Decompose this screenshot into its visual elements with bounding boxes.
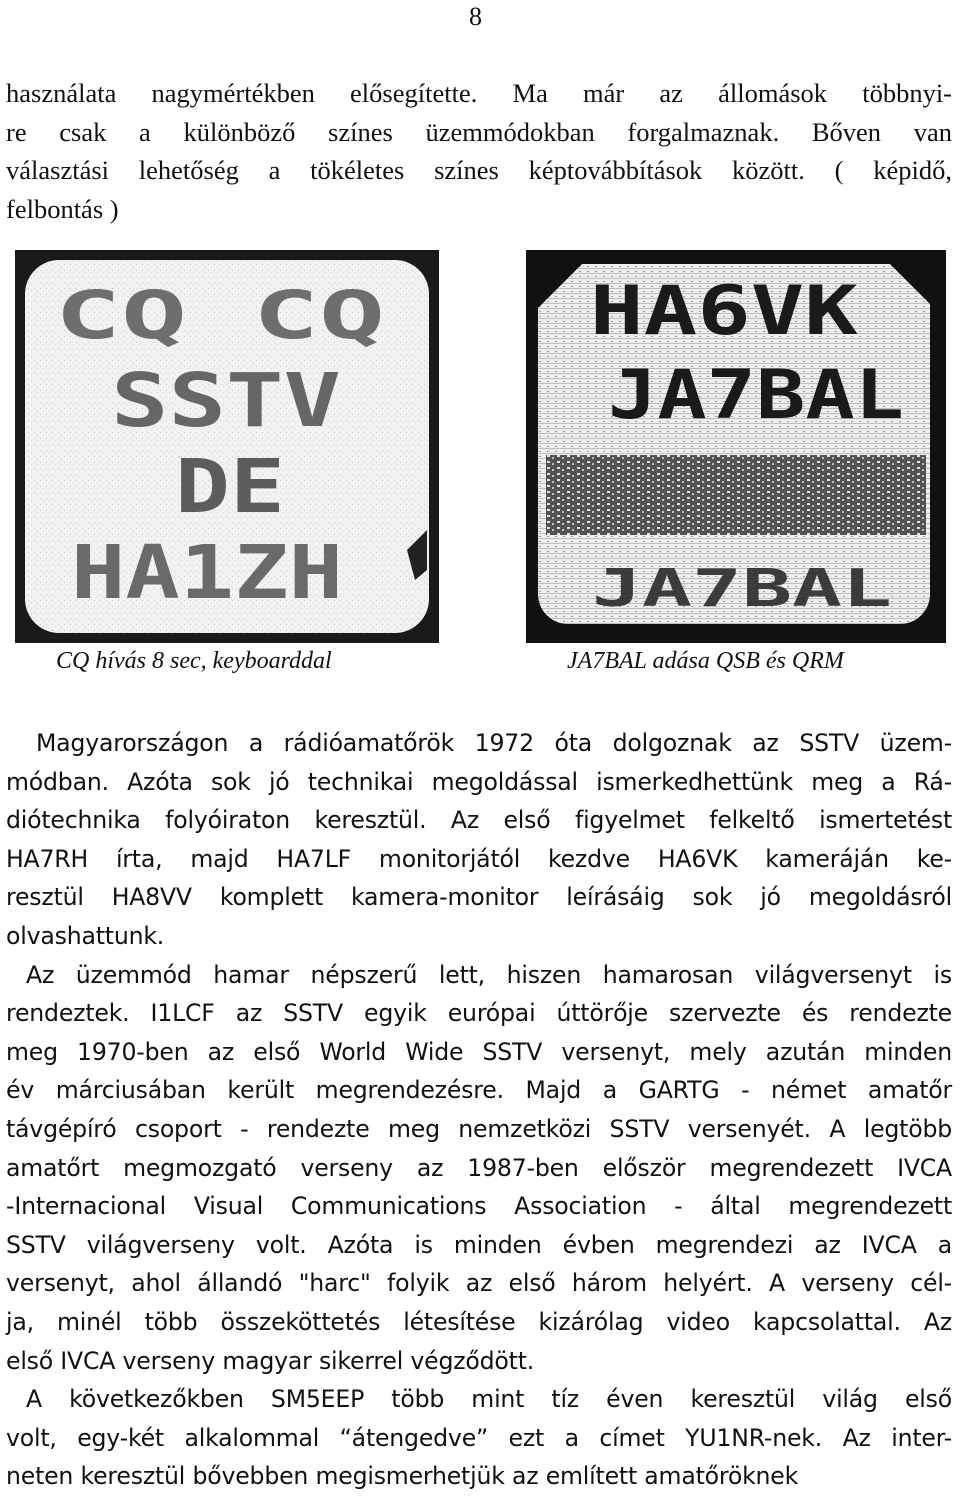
text-line: amatőrt megmozgató verseny az 1987-ben először megrendezett IVCA: [6, 1153, 952, 1182]
text-line: rendeztek. I1LCF az SSTV egyik európai úttörője szervezte és rendezte: [6, 999, 952, 1028]
text-line: Magyarországon a rádióamatőrök 1972 óta dolgoznak az SSTV üzem-: [36, 729, 952, 757]
screen-line: JA7BAL: [608, 356, 904, 435]
screen-line: HA6VK: [590, 272, 859, 351]
text-line: Az üzemmód hamar népszerű lett, hiszen hamarosan világversenyt is: [26, 960, 952, 989]
text-line: használata nagymértékben elősegítette. Ma már az állomások többnyi-: [6, 78, 952, 108]
text-line: A következőkben SM5EEP több mint tíz éven keresztül világ első: [26, 1385, 952, 1414]
text-line: diótechnika folyóiraton keresztül. Az első figyelmet felkeltő ismertetést: [6, 806, 952, 835]
screen-line: HA1ZH: [71, 530, 343, 616]
screen-line: DE: [175, 444, 285, 530]
figure-caption-left: CQ hívás 8 sec, keyboarddal: [56, 648, 332, 674]
text-line: SSTV világverseny volt. Azóta is minden évben megrendezi az IVCA a: [6, 1230, 952, 1259]
text-line: neten keresztül bővebben megismerhetjük az említett amatőröknek: [6, 1462, 799, 1491]
sstv-screen-image: [526, 250, 946, 643]
text-line: HA7RH írta, majd HA7LF monitorjától kezdve HA6VK kameráján ke-: [6, 844, 952, 873]
sstv-photo-ja7bal: [526, 250, 946, 643]
screen-line: SSTV: [111, 358, 341, 444]
text-line: első IVCA verseny magyar sikerrel végződött.: [6, 1346, 535, 1375]
text-line: versenyt, ahol állandó "harc" folyik az első három helyért. A verseny cél-: [6, 1269, 952, 1298]
figure-caption-right: JA7BAL adása QSB és QRM: [567, 648, 844, 674]
text-line: módban. Azóta sok jó technikai megoldással ismerkedhettünk meg a Rá-: [6, 767, 952, 796]
screen-line: CQ CQ: [55, 277, 385, 354]
sstv-screen-image: [15, 250, 439, 643]
screen-line: JA7BAL: [592, 559, 892, 619]
text-line: resztül HA8VV komplett kamera-monitor leírásáig sok jó megoldásról: [6, 883, 952, 912]
text-line: felbontás ): [6, 193, 119, 224]
text-line: év márciusában került megrendezésre. Majd a GARTG - német amatőr: [6, 1076, 952, 1105]
text-line: re csak a különböző színes üzemmódokban forgalmaznak. Bőven van: [6, 116, 952, 147]
page-number: 8: [469, 2, 482, 31]
sstv-photo-cq-call: [15, 250, 439, 643]
text-line: távgépíró csoport - rendezte meg nemzetközi SSTV versenyét. A legtöbb: [6, 1114, 952, 1143]
text-line: ja, minél több összeköttetés létesítése kizárólag video kapcsolattal. Az: [6, 1307, 952, 1336]
text-line: meg 1970-ben az első World Wide SSTV versenyt, mely azután minden: [6, 1037, 952, 1066]
text-line: választási lehetőség a tökéletes színes képtovábbítások között. ( képidő,: [6, 155, 952, 186]
text-line: volt, egy-két alkalommal “átengedve” ezt a címet YU1NR-nek. Az inter-: [6, 1423, 952, 1452]
text-line: -Internacional Visual Communications Association - által megrendezett: [6, 1192, 952, 1221]
text-line: olvashattunk.: [6, 921, 165, 950]
main-body-text: [6, 724, 952, 1496]
intro-paragraph: [6, 74, 952, 228]
